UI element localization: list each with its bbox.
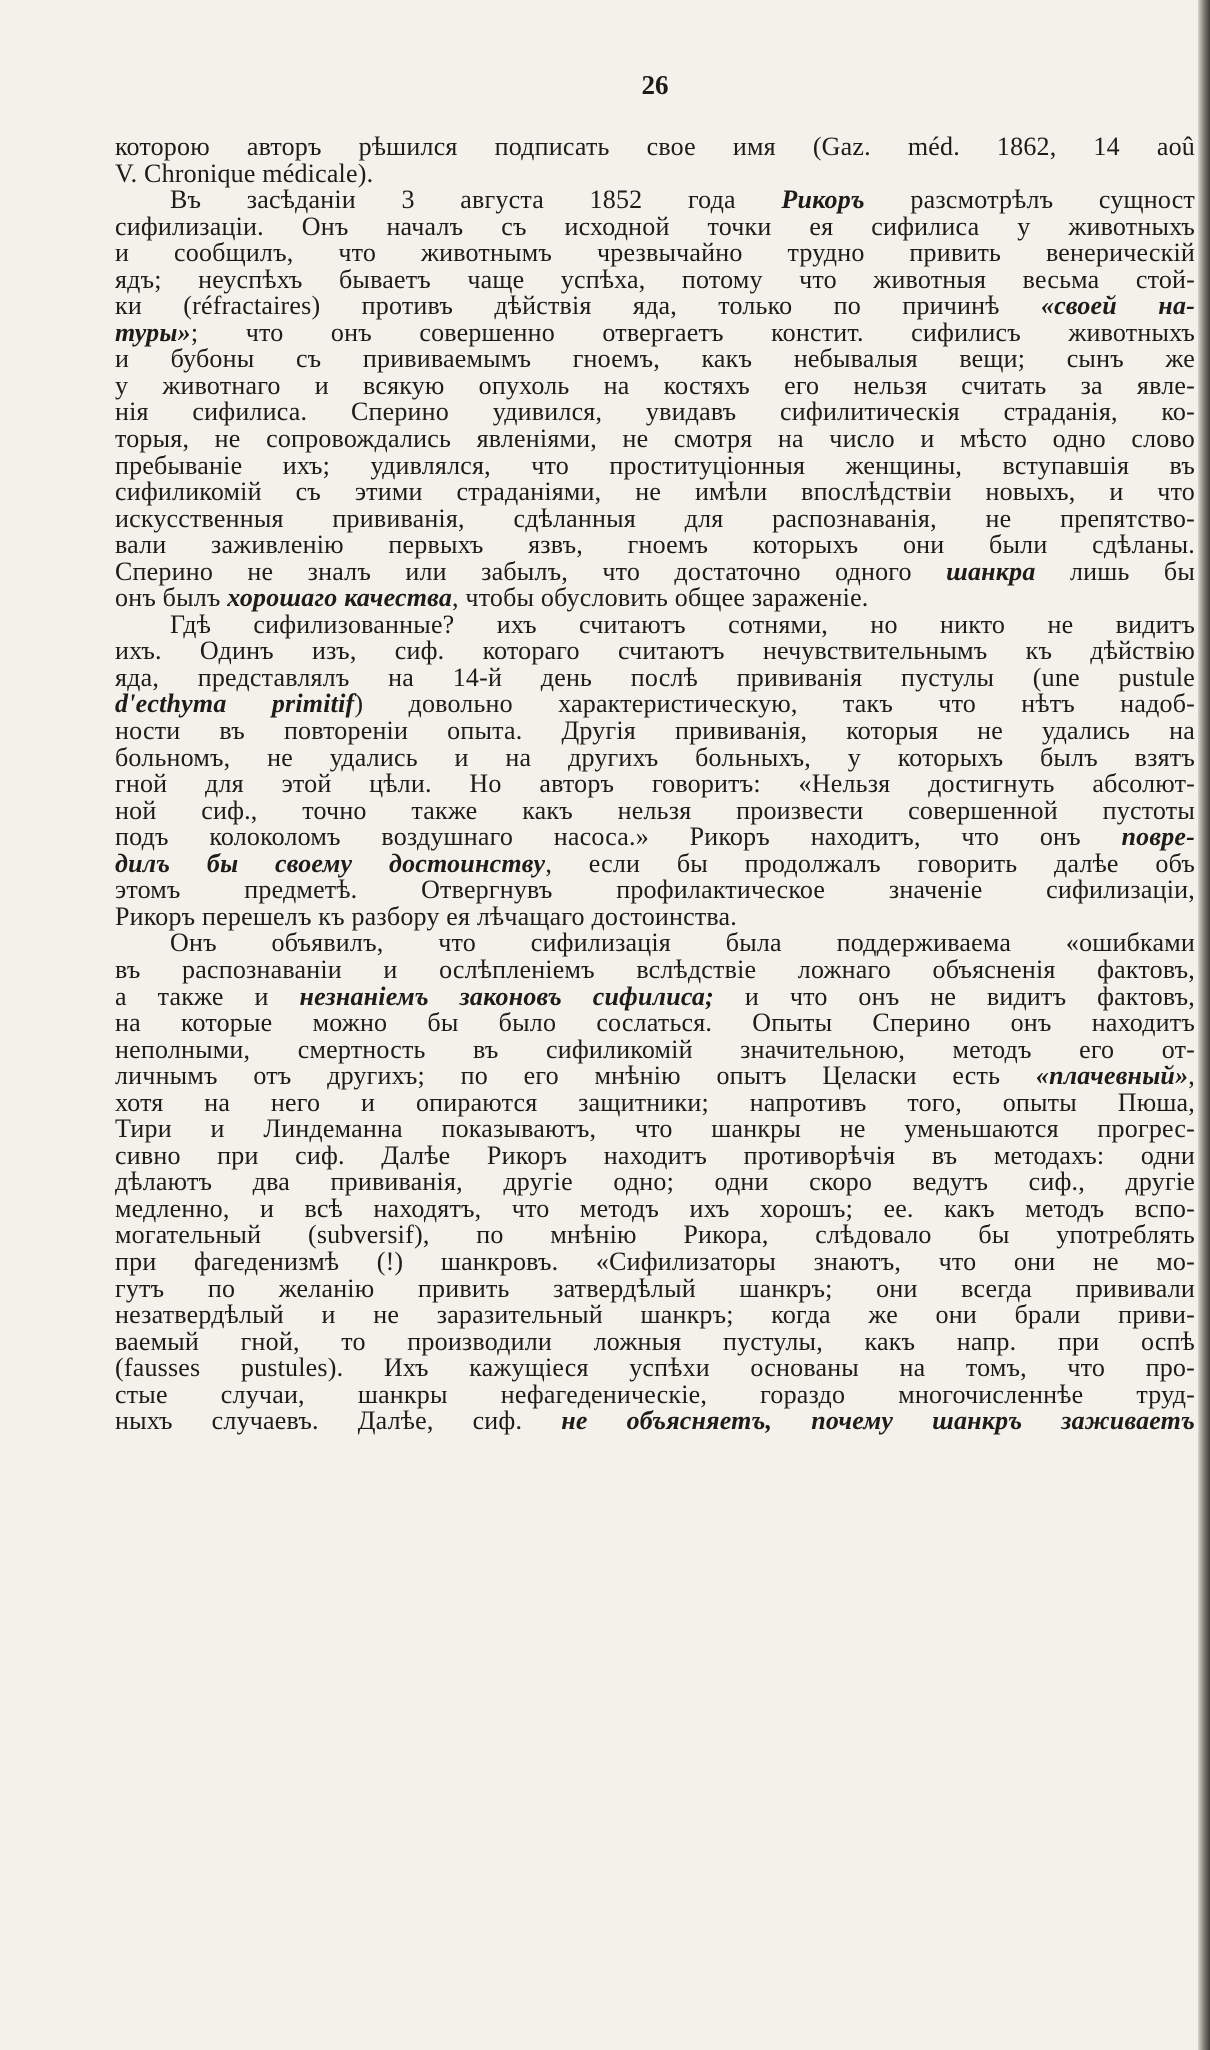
line-text: гутъ по желанію привить затвердѣлый шанкръ; они всегда прививали bbox=[115, 1273, 1195, 1303]
text-line bbox=[115, 346, 1195, 373]
emphasized-text: «плачевный» bbox=[1035, 1061, 1189, 1091]
text-line bbox=[115, 370, 1195, 400]
line-text: пребываніе ихъ; удивлялся, что проституціонныя женщины, вступавшія въ bbox=[115, 450, 1195, 480]
line-text: сифилизаціи. Онъ началъ съ исходной точки ея сифилиса у животныхъ bbox=[115, 211, 1195, 241]
emphasized-text: d'ecthyma primitif bbox=[115, 689, 355, 719]
line-text: ихъ. Одинъ изъ, сиф. котораго считаютъ нечувствительнымъ къ дѣйствію bbox=[115, 636, 1195, 666]
emphasized-text: хорошаго качества bbox=[227, 583, 453, 613]
text-line bbox=[115, 1273, 1195, 1303]
text-line bbox=[115, 1302, 1195, 1329]
line-text: ядъ; неуспѣхъ бываетъ чаще успѣха, потому что животныя весьма стой- bbox=[115, 264, 1195, 294]
line-text: искусственныя прививанія, сдѣланныя для распознаванія, не препятство- bbox=[115, 503, 1195, 533]
text-line bbox=[115, 954, 1195, 984]
line-text: больномъ, не удались и на другихъ больныхъ, у которыхъ былъ взятъ bbox=[115, 742, 1195, 772]
line-text: при фагеденизмѣ (!) шанкровъ. «Сифилизаторы знаютъ, что они не мо- bbox=[115, 1246, 1195, 1276]
line-text: , bbox=[1188, 1061, 1195, 1091]
emphasized-text: туры» bbox=[115, 317, 191, 347]
text-line bbox=[115, 1063, 1195, 1090]
line-text: яда, представлялъ на 14-й день послѣ прививанія пустулы (une pustule bbox=[115, 662, 1195, 692]
text-line bbox=[115, 1222, 1195, 1249]
line-text: вали заживленію первыхъ язвъ, гноемъ которыхъ они были сдѣланы. bbox=[115, 530, 1195, 560]
emphasized-text: Рикоръ bbox=[781, 185, 865, 215]
text-line bbox=[115, 426, 1195, 453]
line-text: гной для этой цѣли. Но авторъ говоритъ: «Нельзя достигнуть абсолют- bbox=[115, 769, 1195, 799]
text-line bbox=[115, 771, 1195, 798]
emphasized-text: «своей на- bbox=[1040, 291, 1195, 321]
text-line bbox=[115, 264, 1195, 294]
text-line bbox=[115, 691, 1195, 718]
text-line bbox=[115, 585, 1195, 612]
text-line bbox=[115, 901, 1195, 931]
text-line bbox=[115, 187, 1195, 214]
page-binding-shadow bbox=[1198, 0, 1210, 2050]
text-line bbox=[115, 1193, 1195, 1223]
line-text: Сперино не зналъ или забылъ, что достаточно одного bbox=[115, 556, 947, 586]
line-text: и что онъ не видитъ фактовъ, bbox=[713, 981, 1195, 1011]
text-line bbox=[115, 848, 1195, 878]
text-line bbox=[115, 1326, 1195, 1356]
line-text: могательный (subversif), по мнѣнію Рикора, слѣдовало бы употреблять bbox=[115, 1220, 1195, 1250]
text-line bbox=[115, 317, 1195, 347]
text-line bbox=[115, 609, 1195, 639]
text-line bbox=[115, 556, 1195, 586]
text-line bbox=[115, 134, 1195, 161]
line-text: онъ былъ bbox=[115, 583, 228, 613]
line-text: неполными, смертность въ сифиликомій значительною, методъ его от- bbox=[115, 1034, 1195, 1064]
text-line bbox=[115, 795, 1195, 825]
text-line bbox=[115, 1355, 1195, 1382]
line-text: которою авторъ рѣшился подписать свое имя (Gaz. méd. 1862, 14 aoû bbox=[115, 132, 1195, 161]
line-text: въ распознаваніи и ослѣпленіемъ вслѣдствіе ложнаго объясненія фактовъ, bbox=[115, 954, 1195, 984]
line-text: ной сиф., точно также какъ нельзя произвести совершенной пустоты bbox=[115, 795, 1195, 825]
line-text: дѣлаютъ два прививанія, другіе одно; одни скоро ведутъ сиф., другіе bbox=[115, 1167, 1195, 1197]
text-line bbox=[115, 981, 1195, 1011]
text-line bbox=[115, 293, 1195, 320]
line-text: ки (réfractaires) противъ дѣйствія яда, только по причинѣ bbox=[115, 291, 1041, 321]
line-text: личнымъ отъ другихъ; по его мнѣнію опытъ Целаски есть bbox=[115, 1061, 1036, 1091]
line-text: этомъ предметѣ. Отвергнувъ профилактическое значеніе сифилизаціи, bbox=[115, 875, 1195, 905]
line-text: у животнаго и всякую опухоль на костяхъ его нельзя считать за явле- bbox=[115, 370, 1195, 400]
text-line bbox=[115, 824, 1195, 851]
line-text: ; что онъ совершенно отвергаетъ констит. сифилисъ животныхъ bbox=[190, 317, 1195, 347]
line-text: сифиликомій съ этими страданіями, не имѣли впослѣдствіи новыхъ, и что bbox=[115, 477, 1195, 507]
text-line bbox=[115, 718, 1195, 745]
text-line bbox=[115, 1246, 1195, 1276]
line-text: и бубоны съ прививаемымъ гноемъ, какъ небывалыя вещи; сынъ же bbox=[115, 344, 1195, 374]
line-text: разсмотрѣлъ сущност bbox=[864, 185, 1195, 215]
text-line bbox=[115, 1116, 1195, 1143]
line-text: ) довольно характеристическую, такъ что нѣтъ надоб- bbox=[354, 689, 1195, 719]
text-line bbox=[115, 211, 1195, 241]
line-text: подъ колоколомъ воздушнаго насоса.» Рикоръ находитъ, что онъ bbox=[115, 822, 1122, 852]
text-body bbox=[115, 134, 1195, 1435]
line-text: Въ засѣданіи 3 августа 1852 года bbox=[170, 185, 782, 215]
line-text: (fausses pustules). Ихъ кажущіеся успѣхи основаны на томъ, что про- bbox=[115, 1353, 1195, 1383]
text-line bbox=[115, 1408, 1195, 1435]
text-line bbox=[115, 1140, 1195, 1170]
text-line bbox=[115, 1010, 1195, 1037]
line-text: Рикоръ перешелъ къ разбору ея лѣчащаго достоинства. bbox=[115, 901, 737, 931]
line-text: V. Chronique médicale). bbox=[115, 158, 374, 188]
line-text: Гдѣ сифилизованные? ихъ считаютъ сотнями, но никто не видитъ bbox=[170, 609, 1195, 639]
text-line bbox=[115, 240, 1195, 267]
line-text: незатвердѣлый и не заразительный шанкръ; когда же они брали приви- bbox=[115, 1300, 1195, 1330]
text-line bbox=[115, 1034, 1195, 1064]
text-line bbox=[115, 1169, 1195, 1196]
emphasized-text: незнаніемъ законовъ сифилиса; bbox=[299, 981, 714, 1011]
line-text: ныхъ случаевъ. Далѣе, сиф. bbox=[115, 1406, 562, 1436]
line-text: , чтобы обусловить общее зараженіе. bbox=[452, 583, 869, 613]
line-text: и сообщилъ, что животнымъ чрезвычайно трудно привить венерическій bbox=[115, 238, 1195, 268]
text-line bbox=[115, 479, 1195, 506]
text-line bbox=[115, 877, 1195, 904]
text-line bbox=[115, 742, 1195, 772]
text-line bbox=[115, 158, 1195, 188]
text-line bbox=[115, 930, 1195, 957]
text-line bbox=[115, 1379, 1195, 1409]
line-text: сивно при сиф. Далѣе Рикоръ находитъ противорѣчія въ методахъ: одни bbox=[115, 1140, 1195, 1170]
line-text: ваемый гной, то производили ложныя пустулы, какъ напр. при оспѣ bbox=[115, 1326, 1195, 1356]
line-text: Тири и Линдеманна показываютъ, что шанкры не уменьшаются прогрес- bbox=[115, 1114, 1195, 1144]
emphasized-text: повре- bbox=[1121, 822, 1195, 852]
text-line bbox=[115, 503, 1195, 533]
line-text: а также и bbox=[115, 981, 300, 1011]
emphasized-text: шанкра bbox=[946, 556, 1036, 586]
text-line bbox=[115, 399, 1195, 426]
emphasized-text: не объясняетъ, почему шанкръ заживаетъ bbox=[561, 1406, 1195, 1436]
line-text: стые случаи, шанкры нефагеденическіе, гораздо многочисленнѣе труд- bbox=[115, 1379, 1195, 1409]
text-line bbox=[115, 450, 1195, 480]
text-line bbox=[115, 638, 1195, 665]
line-text: , если бы продолжалъ говорить далѣе объ bbox=[545, 848, 1195, 878]
line-text: лишь бы bbox=[1035, 556, 1195, 586]
line-text: нія сифилиса. Сперино удивился, увидавъ сифилитическія страданія, ко- bbox=[115, 397, 1195, 427]
line-text: медленно, и всѣ находятъ, что методъ ихъ хорошъ; ее. какъ методъ вспо- bbox=[115, 1193, 1195, 1223]
line-text: на которые можно бы было сослаться. Опыты Сперино онъ находитъ bbox=[115, 1008, 1195, 1038]
emphasized-text: дилъ бы своему достоинству bbox=[115, 848, 546, 878]
text-line bbox=[115, 1087, 1195, 1117]
line-text: торыя, не сопровождались явленіями, не смотря на число и мѣсто одно слово bbox=[115, 424, 1195, 454]
line-text: Онъ объявилъ, что сифилизація была поддерживаема «ошибками bbox=[170, 928, 1195, 958]
page-number: 26 bbox=[641, 70, 669, 100]
line-text: хотя на него и опираются защитники; напротивъ того, опыты Пюша, bbox=[115, 1087, 1195, 1117]
line-text: ности въ повтореніи опыта. Другія прививанія, которыя не удались на bbox=[115, 716, 1195, 746]
text-line bbox=[115, 662, 1195, 692]
text-line bbox=[115, 532, 1195, 559]
